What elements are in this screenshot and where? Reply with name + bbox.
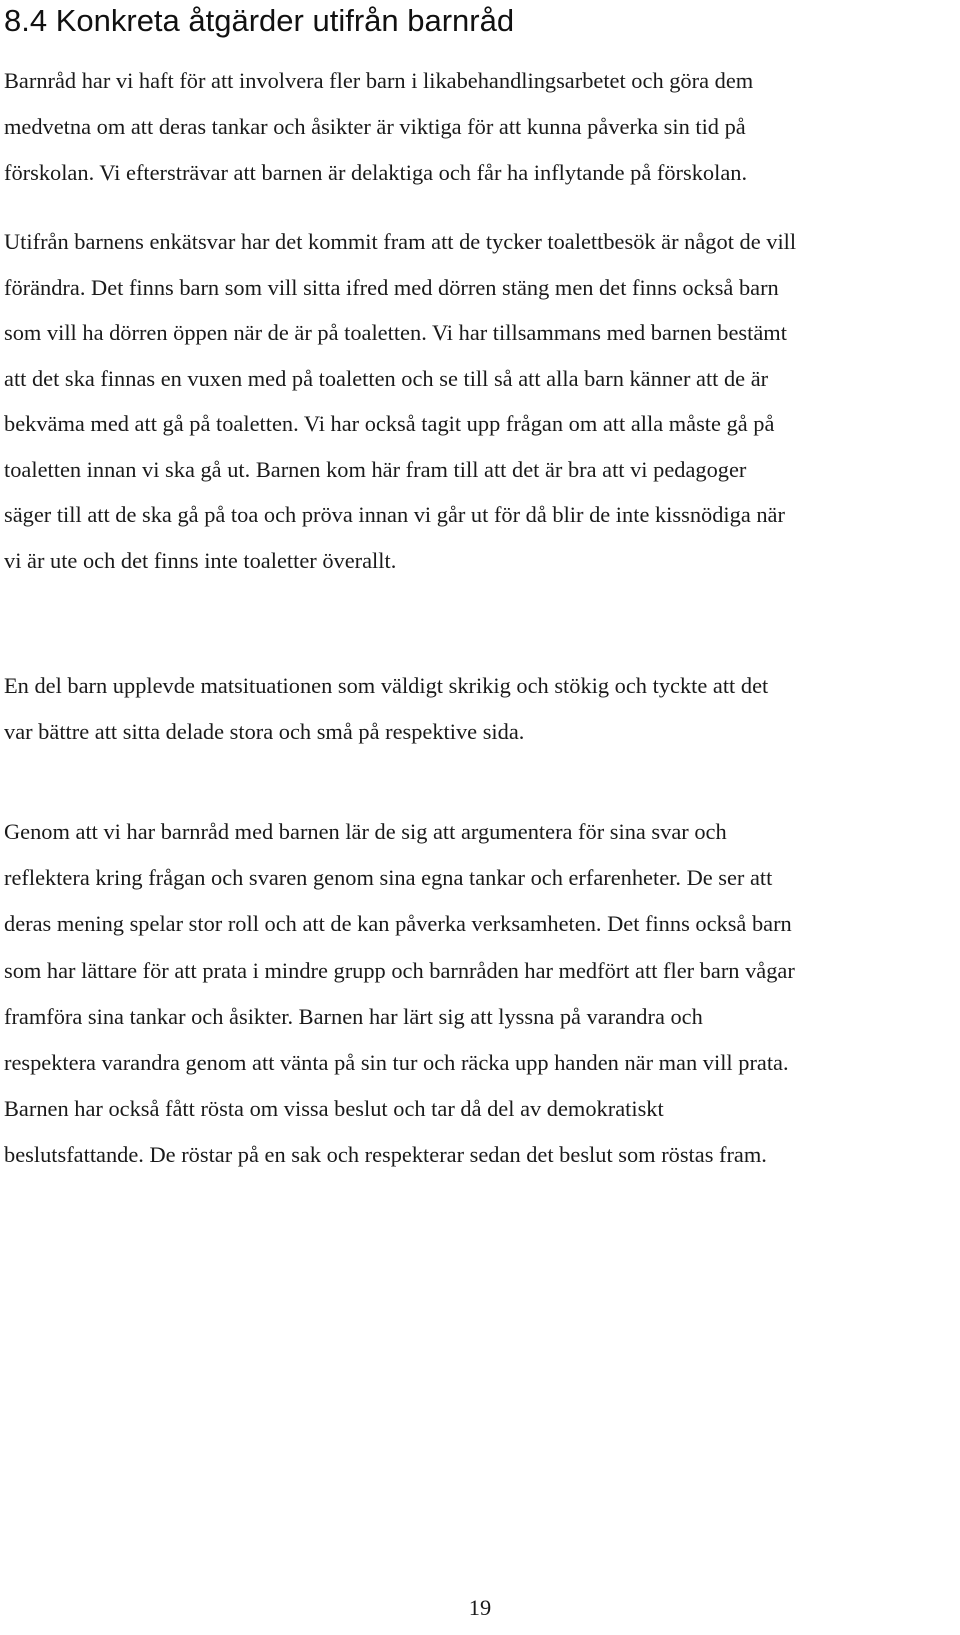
text-line: som vill ha dörren öppen när de är på toaletten. Vi har tillsammans med barnen bestämt	[4, 320, 787, 345]
text-line: förändra. Det finns barn som vill sitta ifred med dörren stäng men det finns också barn	[4, 274, 779, 300]
text-line: bekväma med att gå på toaletten. Vi har också tagit upp frågan om att alla måste gå på	[4, 411, 775, 436]
text-line: En del barn upplevde matsituationen som väldigt skrikig och stökig och tyckte att det	[4, 673, 769, 698]
text-line: var bättre att sitta delade stora och små på respektive sida.	[4, 718, 525, 744]
page-number: 19	[468, 1595, 492, 1620]
paragraph-barnrad-intro	[4, 58, 960, 196]
text-line: att det ska finnas en vuxen med på toaletten och se till så att alla barn känner att de är	[4, 365, 769, 391]
text-line: som har lättare för att prata i mindre grupp och barnråden har medfört att fler barn vågar	[4, 957, 795, 983]
paragraph-matsituationen	[4, 663, 960, 754]
text-line: Barnråd har vi haft för att involvera fler barn i likabehandlingsarbetet och göra dem	[4, 68, 754, 93]
text-line: respektera varandra genom att vänta på sin tur och räcka upp handen när man vill prata.	[4, 1050, 789, 1076]
text-line: vi är ute och det finns inte toaletter överallt.	[4, 547, 397, 573]
text-line: Barnen har också fått rösta om vissa beslut och tar då del av demokratiskt	[4, 1096, 664, 1122]
text-line: beslutsfattande. De röstar på en sak och respekterar sedan det beslut som röstas fram.	[4, 1142, 767, 1168]
text-line: framföra sina tankar och åsikter. Barnen har lärt sig att lyssna på varandra och	[4, 1003, 703, 1029]
text-line: reflektera kring frågan och svaren genom sina egna tankar och erfarenheter. De ser att	[4, 865, 773, 891]
text-line: medvetna om att deras tankar och åsikter är viktiga för att kunna påverka sin tid på	[4, 114, 746, 139]
paragraph-demokrati	[4, 809, 960, 1179]
text-line: Genom att vi har barnråd med barnen lär de sig att argumentera för sina svar och	[4, 819, 727, 844]
section-heading: 8.4 Konkreta åtgärder utifrån barnråd	[4, 3, 515, 38]
text-line: Utifrån barnens enkätsvar har det kommit fram att de tycker toalettbesök är något de vill	[4, 229, 797, 254]
text-line: deras mening spelar stor roll och att de kan påverka verksamheten. Det finns också barn	[4, 911, 792, 937]
text-line: säger till att de ska gå på toa och pröva innan vi går ut för då blir de inte kissnödiga när	[4, 502, 785, 527]
text-line: förskolan. Vi eftersträvar att barnen är delaktiga och får ha inflytande på förskolan.	[4, 160, 748, 185]
paragraph-toalettbesok	[4, 219, 960, 583]
text-line: toaletten innan vi ska gå ut. Barnen kom här fram till att det är bra att vi pedagoger	[4, 456, 747, 482]
